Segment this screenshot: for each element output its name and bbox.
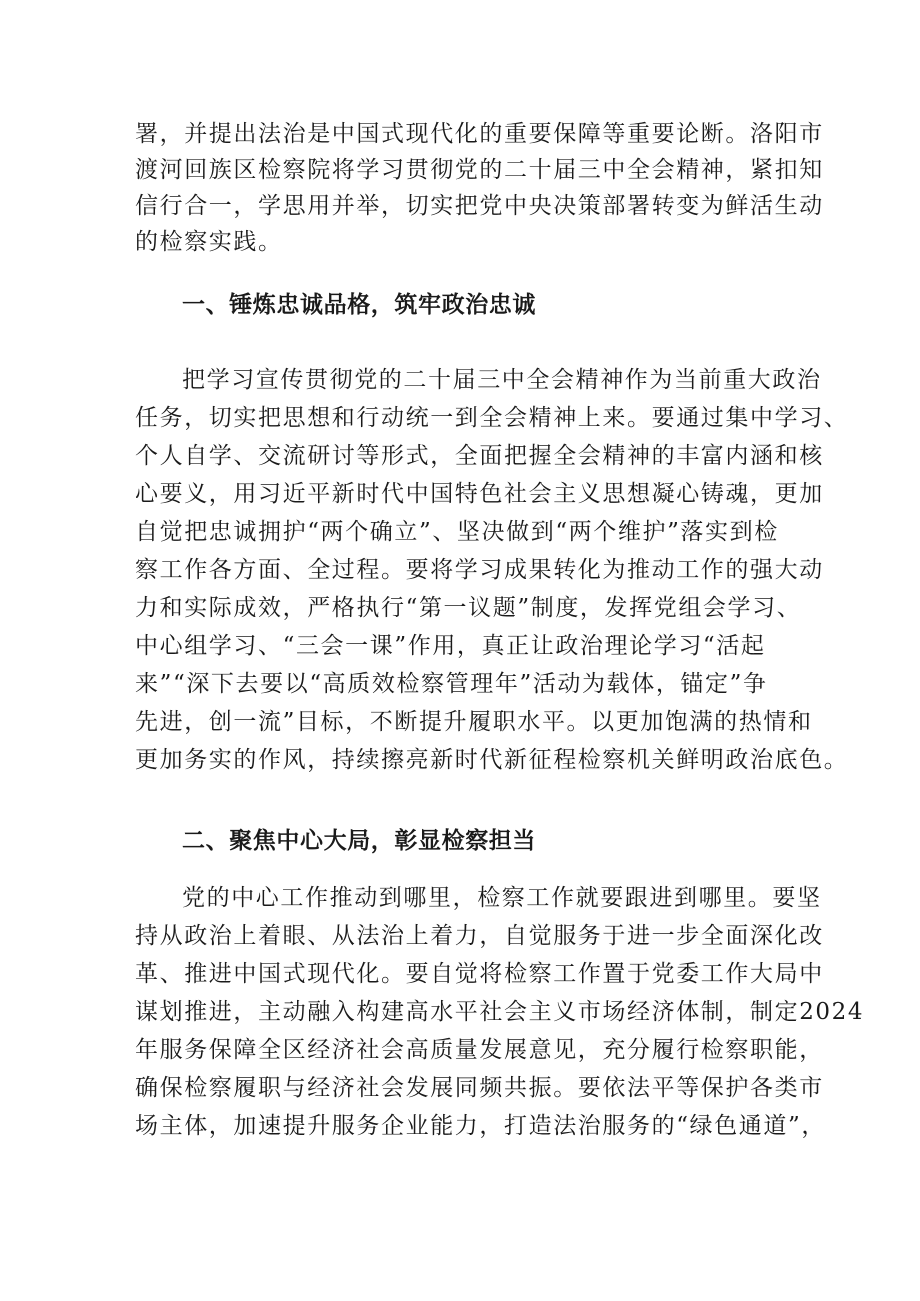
paragraph-line: 心要义，用习近平新时代中国特色社会主义思想凝心铸魂，更加	[135, 481, 824, 507]
paragraph-line: 任务，切实把思想和行动统一到全会精神上来。要通过集中学习、	[135, 405, 849, 431]
paragraph-line: 确保检察履职与经济社会发展同频共振。要依法平等保护各类市	[135, 1075, 824, 1101]
section-heading-2: 二、聚焦中心大局，彰显检察担当	[182, 828, 536, 854]
paragraph-line: 先进，创一流”目标，不断提升履职水平。以更加饱满的热情和	[135, 709, 813, 735]
paragraph-line: 中心组学习、“三会一课”作用，真正让政治理论学习“活起	[135, 633, 766, 659]
paragraph-line: 谋划推进，主动融入构建高水平社会主义市场经济体制，制定2024	[135, 999, 865, 1025]
paragraph-line: 察工作各方面、全过程。要将学习成果转化为推动工作的强大动	[135, 557, 824, 583]
section-heading-1: 一、锤炼忠诚品格，筑牢政治忠诚	[182, 292, 536, 318]
paragraph-line: 个人自学、交流研讨等形式，全面把握全会精神的丰富内涵和核	[135, 443, 824, 469]
paragraph-line: 党的中心工作推动到哪里，检察工作就要跟进到哪里。要坚	[182, 885, 822, 911]
paragraph-line: 自觉把忠诚拥护“两个确立”、坚决做到“两个维护”落实到检	[135, 519, 779, 545]
paragraph-line: 年服务保障全区经济社会高质量发展意见，充分履行检察职能，	[135, 1037, 824, 1063]
paragraph-line: 革、推进中国式现代化。要自觉将检察工作置于党委工作大局中	[135, 961, 824, 987]
paragraph-line: 持从政治上着眼、从法治上着力，自觉服务于进一步全面深化改	[135, 923, 824, 949]
paragraph-line: 场主体，加速提升服务企业能力，打造法治服务的“绿色通道”，	[135, 1113, 826, 1139]
paragraph-line: 更加务实的作风，持续擦亮新时代新征程检察机关鲜明政治底色。	[135, 747, 849, 773]
paragraph-line: 的检察实践。	[135, 229, 283, 255]
paragraph-line: 把学习宣传贯彻党的二十届三中全会精神作为当前重大政治	[182, 367, 822, 393]
paragraph-line: 渡河回族区检察院将学习贯彻党的二十届三中全会精神，紧扣知	[135, 157, 824, 183]
paragraph-line: 信行合一，学思用并举，切实把党中央决策部署转变为鲜活生动	[135, 193, 824, 219]
paragraph-line: 署，并提出法治是中国式现代化的重要保障等重要论断。洛阳市	[135, 121, 824, 147]
paragraph-line: 力和实际成效，严格执行“第一议题”制度，发挥党组会学习、	[135, 595, 802, 621]
paragraph-line: 来”“深下去要以“高质效检察管理年”活动为载体，锚定”争	[135, 671, 768, 697]
